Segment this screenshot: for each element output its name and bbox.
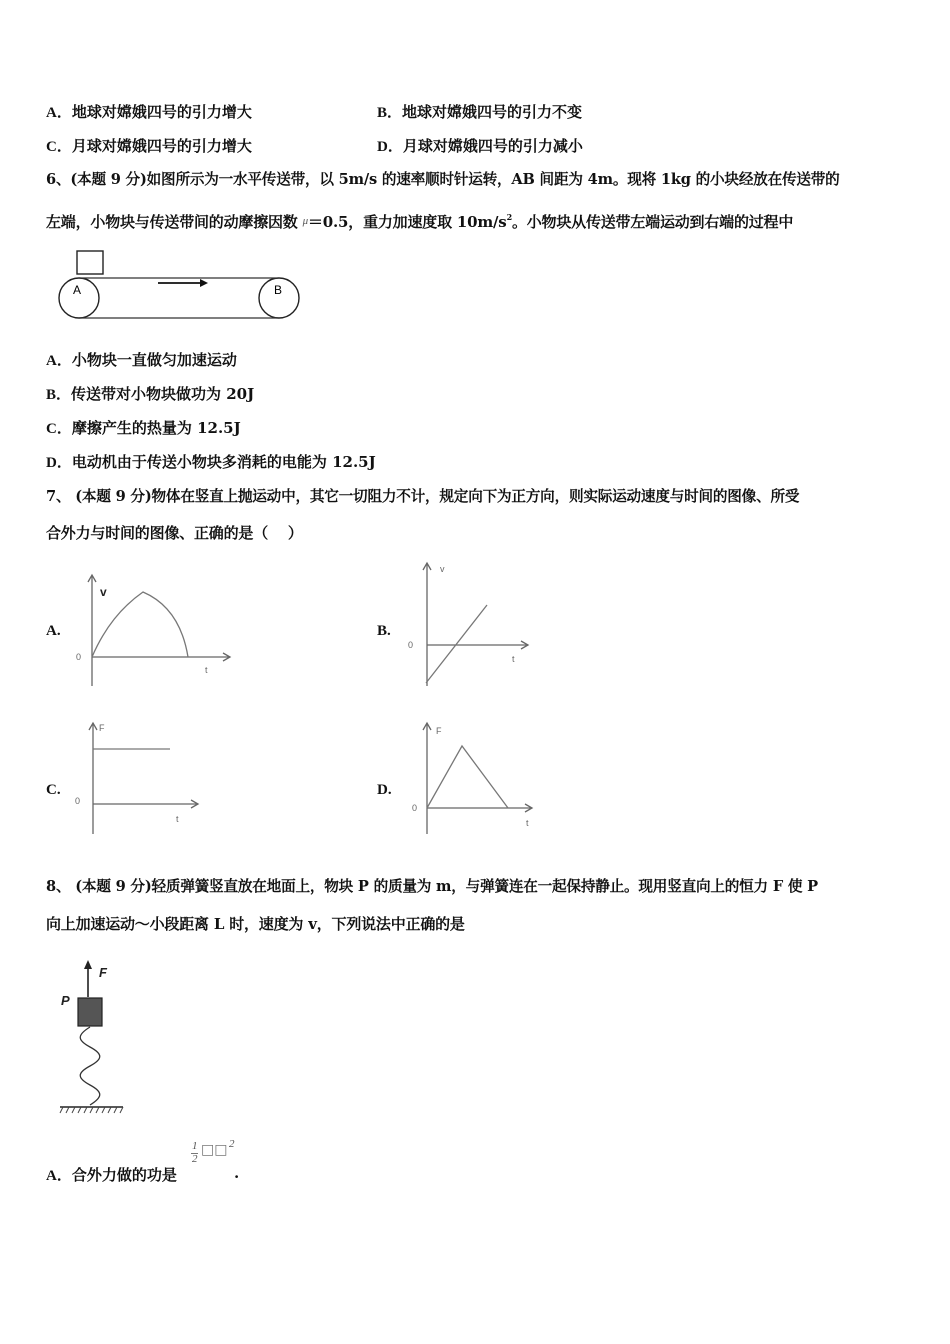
- option-text: 地球对嫦娥四号的引力增大: [71, 103, 252, 121]
- option-letter: D．: [46, 455, 72, 471]
- graph-d: [400, 718, 540, 842]
- x-axis-label: t: [176, 814, 179, 824]
- y-axis-label: F: [436, 726, 442, 736]
- q8-stem-line2: 向上加速运动～小段距离 L 时，速度为 v，下列说法中正确的是: [46, 915, 465, 933]
- pulley-a-label: A: [73, 283, 82, 297]
- q6-option-b: [46, 384, 254, 405]
- exponent: 2: [506, 212, 512, 222]
- option-letter: A．: [46, 353, 72, 369]
- force-time-graph-c: [70, 718, 210, 838]
- graph-b-letter: B.: [377, 623, 391, 639]
- q5-option-a: [46, 102, 252, 123]
- option-letter: A．: [46, 1168, 72, 1184]
- y-axis-label: F: [99, 723, 105, 733]
- q5-option-d: [377, 136, 583, 157]
- y-axis-label: v: [440, 564, 445, 574]
- q8-stem-line1: 8、 (本题 9 分)轻质弹簧竖直放在地面上，物块 P 的质量为 m，与弹簧连在一起保持静止。现用竖直向上的恒力 F 使 P: [46, 878, 818, 895]
- option-letter: A．: [46, 105, 72, 121]
- option-letter: B．: [46, 387, 72, 403]
- conveyor-belt-diagram: [55, 248, 305, 328]
- formula-exponent: 2: [229, 1138, 235, 1150]
- conveyor-belt-figure: [55, 248, 305, 328]
- graph-b: [400, 558, 540, 692]
- option-text: 摩擦产生的热量为 12.5J: [71, 419, 241, 437]
- option-text: 电动机由于传送小物块多消耗的电能为 12.5J: [71, 453, 376, 471]
- fraction-denominator: 2: [192, 1153, 198, 1165]
- work-formula: [190, 1140, 250, 1180]
- velocity-time-graph-a: [70, 570, 240, 690]
- q6-option-d: [46, 452, 376, 473]
- graph-a: [70, 570, 240, 694]
- q6-stem-part-b: ＝0.5，重力加速度取 10m/s: [307, 213, 507, 231]
- graph-a-letter: A.: [46, 623, 61, 639]
- x-axis-label: t: [512, 654, 515, 664]
- q5-option-c: [46, 136, 252, 157]
- option-text: 小物块一直做匀加速运动: [71, 351, 237, 369]
- option-text: 月球对嫦娥四号的引力减小: [402, 137, 583, 155]
- spring-block-diagram: [55, 955, 135, 1120]
- option-text: 传送带对小物块做功为 20J: [71, 385, 255, 403]
- q6-option-a: [46, 350, 237, 371]
- x-axis-label: t: [205, 665, 208, 675]
- origin-label: 0: [75, 796, 81, 806]
- q6-stem-part-a: 左端，小物块与传送带间的动摩擦因数: [46, 213, 298, 231]
- q6-stem-line2: [46, 207, 793, 232]
- q6-stem-line1: 6、(本题 9 分)如图所示为一水平传送带，以 5m/s 的速率顺时针运转，AB 间距为 4m。现将 1kg 的小块经放在传送带的: [46, 171, 840, 188]
- option-letter: B．: [377, 105, 403, 121]
- velocity-time-graph-b: [400, 558, 540, 688]
- fraction-numerator: 1: [192, 1140, 198, 1152]
- force-time-graph-d: [400, 718, 540, 838]
- y-axis-label: v: [100, 585, 107, 599]
- pulley-b-label: B: [274, 283, 283, 297]
- formula-end-period: .: [234, 1164, 240, 1182]
- option-text: 合外力做的功是: [71, 1166, 177, 1184]
- mu-symbol: μ: [302, 215, 308, 227]
- force-label: F: [99, 965, 107, 980]
- formula-placeholder-boxes: □□: [201, 1142, 228, 1158]
- origin-label: 0: [412, 803, 418, 813]
- graph-c: [70, 718, 210, 842]
- q6-stem-part-c: 。小物块从传送带左端运动到右端的过程中: [511, 213, 794, 231]
- q8-option-a: [46, 1165, 177, 1186]
- option-text: 地球对嫦娥四号的引力不变: [402, 103, 583, 121]
- option-letter: C．: [46, 139, 72, 155]
- graph-d-letter: D.: [377, 782, 392, 798]
- spring-block-figure: [55, 955, 135, 1124]
- q6-option-c: [46, 418, 241, 439]
- x-axis-label: t: [526, 818, 529, 828]
- graph-c-letter: C.: [46, 782, 61, 798]
- option-letter: C．: [46, 421, 72, 437]
- block-label: P: [61, 993, 70, 1008]
- option-letter: D．: [377, 139, 403, 155]
- option-text: 月球对嫦娥四号的引力增大: [71, 137, 252, 155]
- origin-label: 0: [408, 640, 414, 650]
- origin-label: 0: [76, 652, 82, 662]
- q5-option-b: [377, 102, 582, 123]
- q7-stem-line2: 合外力与时间的图像、正确的是（ ）: [46, 524, 303, 542]
- q7-stem-line1: 7、 (本题 9 分)物体在竖直上抛运动中，其它一切阻力不计，规定向下为正方向，则实际运动速度与时间的图像、所受: [46, 488, 800, 505]
